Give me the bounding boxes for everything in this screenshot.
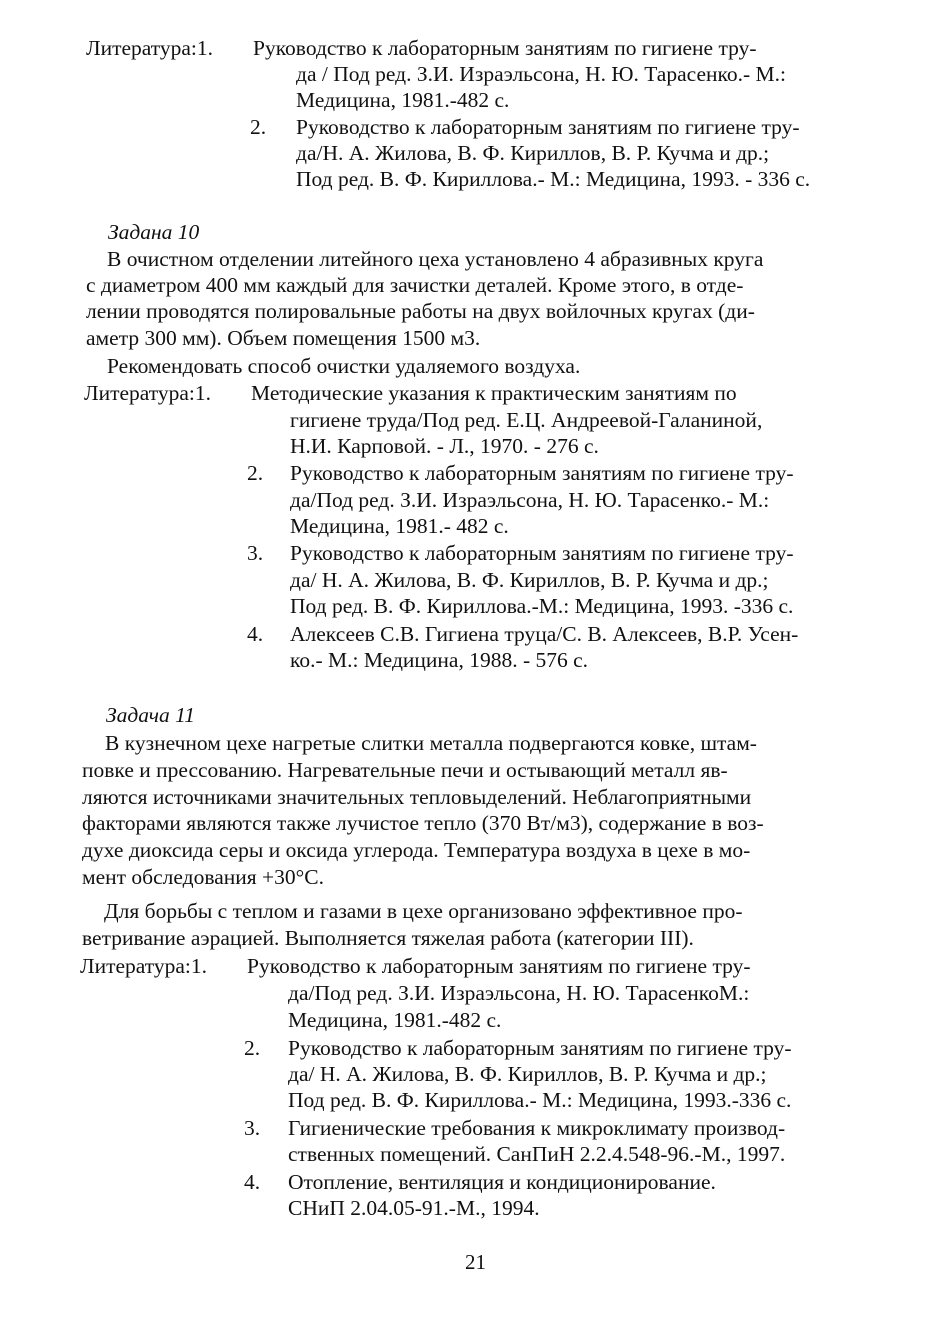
literature-line: Методические указания к практическим занятиям по (251, 381, 737, 405)
literature-number: 2. (247, 461, 264, 485)
literature-label: Литература:1. (84, 381, 212, 405)
task-text-line: с диаметром 400 мм каждый для зачистки деталей. Кроме этого, в отде- (86, 273, 744, 297)
literature-number: 2. (250, 115, 267, 139)
literature-line: Н.И. Карповой. - Л., 1970. - 276 с. (290, 434, 599, 458)
literature-line: ко.- М.: Медицина, 1988. - 576 с. (290, 648, 589, 672)
literature-line: Руководство к лабораторным занятиям по гигиене тру- (247, 954, 751, 978)
literature-line: да/ Н. А. Жилова, В. Ф. Кириллов, В. Р. Кучма и др.; (288, 1062, 767, 1086)
literature-label: Литература:1. (80, 954, 208, 978)
literature-number: 2. (244, 1036, 261, 1060)
literature-line: Отопление, вентиляция и кондиционирование. (288, 1170, 716, 1194)
literature-line: да/Под ред. З.И. Израэльсона, Н. Ю. Тарасенко.- М.: (290, 488, 770, 512)
literature-number: 3. (244, 1116, 261, 1140)
task-text-line: лении проводятся полировальные работы на двух войлочных кругах (ди- (86, 299, 755, 323)
literature-line: Медицина, 1981.-482 с. (288, 1008, 502, 1032)
literature-line: Гигиенические требования к микроклимату производ- (288, 1116, 786, 1140)
literature-line: Алексеев С.В. Гигиена труца/С. В. Алексеев, В.Р. Усен- (290, 622, 799, 646)
task-text-line: духе диоксида серы и оксида углерода. Температура воздуха в цехе в мо- (82, 838, 751, 862)
literature-line: Под ред. В. Ф. Кириллова.- М.: Медицина, 1993. - 336 с. (296, 167, 811, 191)
literature-line: Руководство к лабораторным занятиям по гигиене тру- (288, 1036, 792, 1060)
literature-number: 3. (247, 541, 264, 565)
literature-line: СНиП 2.04.05-91.-М., 1994. (288, 1196, 540, 1220)
literature-line: Руководство к лабораторным занятиям по гигиене тру- (290, 541, 794, 565)
literature-line: Под ред. В. Ф. Кириллова.-М.: Медицина, 1993. -336 с. (290, 594, 794, 618)
literature-number: 4. (244, 1170, 261, 1194)
task-text-line: аметр 300 мм). Объем помещения 1500 м3. (86, 326, 481, 350)
literature-line: Руководство к лабораторным занятиям по гигиене тру- (290, 461, 794, 485)
task-text-line: В очистном отделении литейного цеха установлено 4 абразивных круга (107, 247, 764, 271)
task-text-line: Рекомендовать способ очистки удаляемого воздуха. (107, 354, 581, 378)
task-text-line: повке и прессованию. Нагревательные печи и остывающий металл яв- (82, 758, 728, 782)
literature-number: 4. (247, 622, 264, 646)
literature-line: да/Под ред. З.И. Израэльсона, Н. Ю. ТарасенкоМ.: (288, 981, 750, 1005)
literature-line: да / Под ред. З.И. Израэльсона, Н. Ю. Тарасенко.- М.: (296, 62, 786, 86)
literature-line: Руководство к лабораторным занятиям по гигиене тру- (296, 115, 800, 139)
task-heading: Задача 11 (106, 703, 196, 727)
literature-line: да/Н. А. Жилова, В. Ф. Кириллов, В. Р. Кучма и др.; (296, 141, 770, 165)
literature-line: да/ Н. А. Жилова, В. Ф. Кириллов, В. Р. Кучма и др.; (290, 568, 769, 592)
page-number: 21 (465, 1250, 486, 1274)
literature-line: Медицина, 1981.-482 с. (296, 88, 510, 112)
literature-label: Литература:1. (86, 36, 214, 60)
task-text-line: факторами являются также лучистое тепло (370 Вт/м3), содержание в воз- (82, 811, 764, 835)
task-text-line: ветривание аэрацией. Выполняется тяжелая работа (категории III). (82, 926, 694, 950)
task-heading: Задана 10 (108, 220, 200, 244)
task-text-line: В кузнечном цехе нагретые слитки металла подвергаются ковке, штам- (105, 731, 757, 755)
literature-line: Руководство к лабораторным занятиям по гигиене тру- (253, 36, 757, 60)
task-text-line: мент обследования +30°С. (82, 865, 324, 889)
literature-line: Медицина, 1981.- 482 с. (290, 514, 509, 538)
literature-line: ственных помещений. СанПиН 2.2.4.548-96.-М., 1997. (288, 1142, 786, 1166)
task-text-line: ляются источниками значительных тепловыделений. Неблагоприятными (82, 785, 752, 809)
literature-line: Под ред. В. Ф. Кириллова.- М.: Медицина, 1993.-336 с. (288, 1088, 792, 1112)
literature-line: гигиене труда/Под ред. Е.Ц. Андреевой-Галаниной, (290, 408, 763, 432)
task-text-line: Для борьбы с теплом и газами в цехе организовано эффективное про- (104, 899, 743, 923)
